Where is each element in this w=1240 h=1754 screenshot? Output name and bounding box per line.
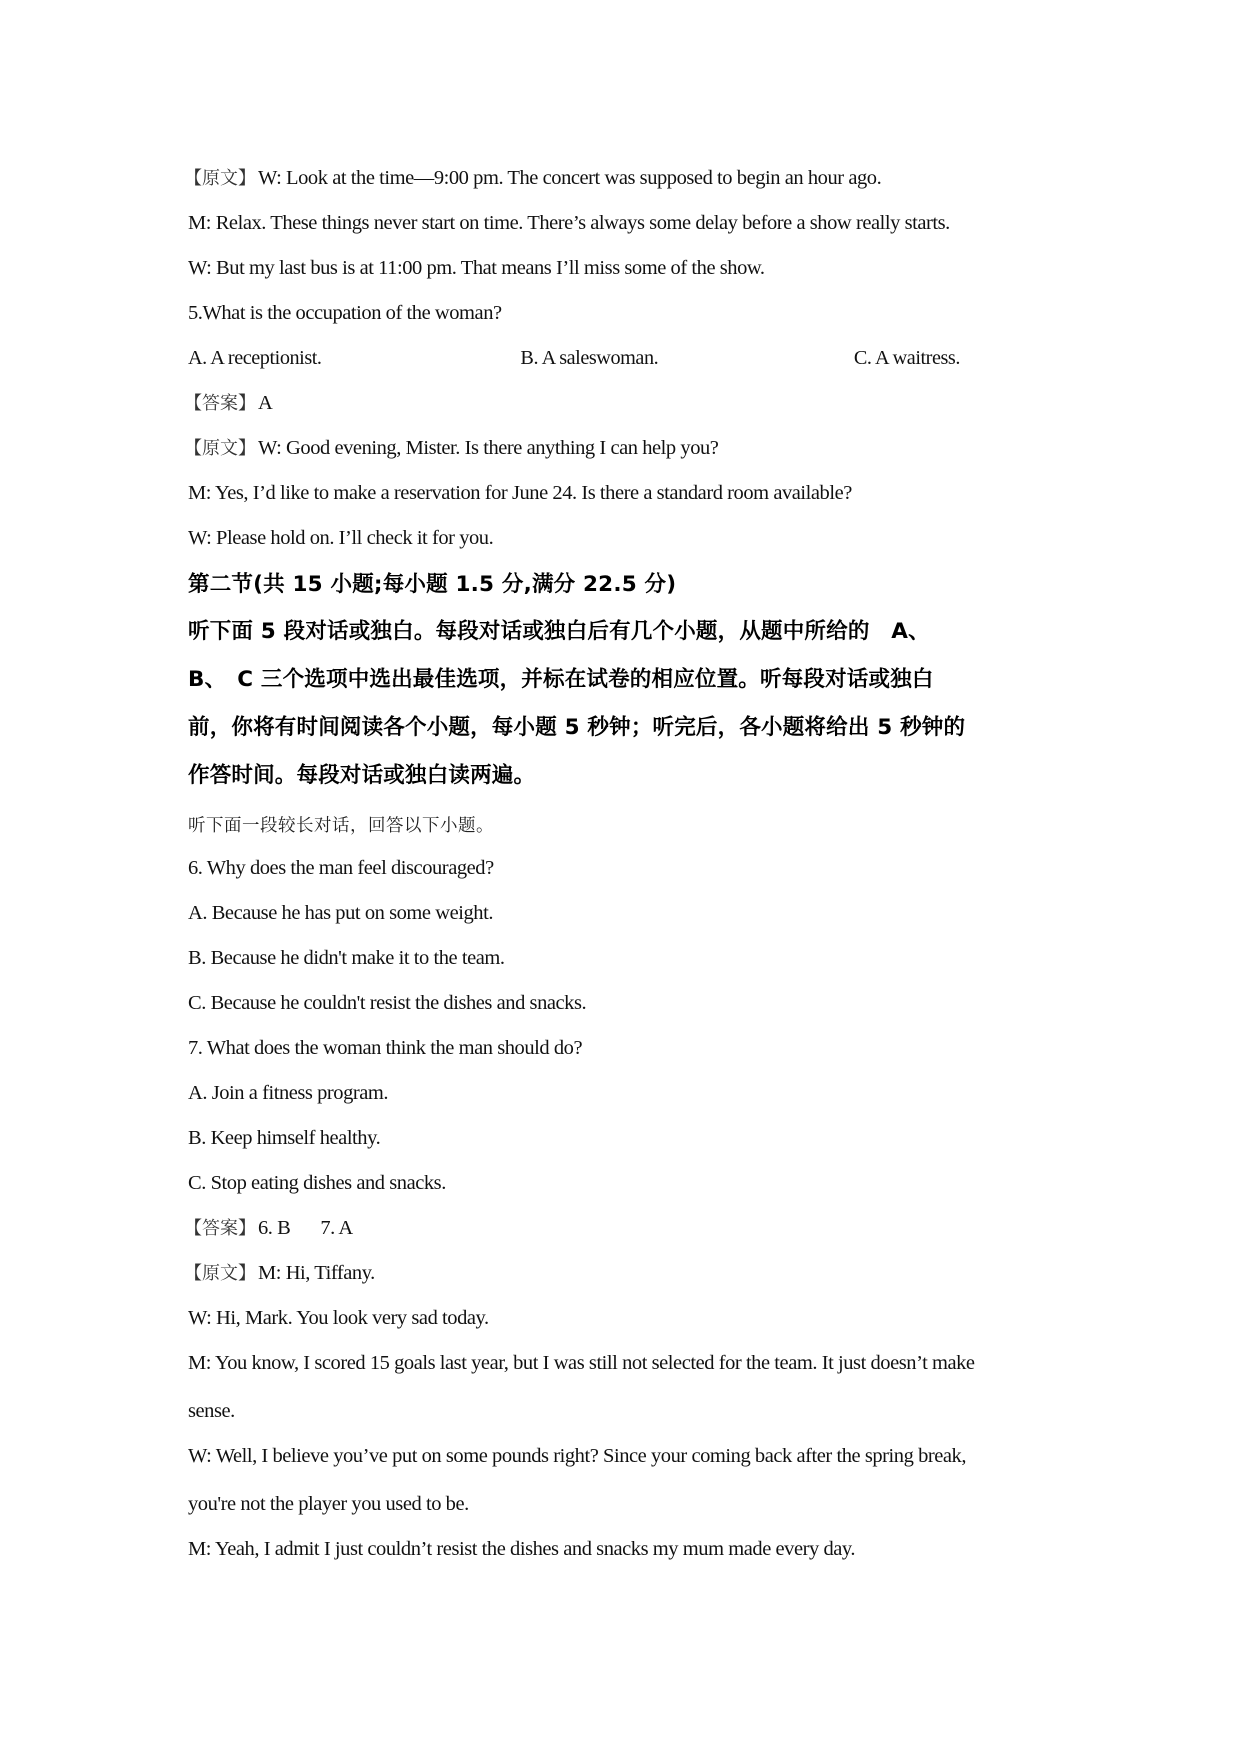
question-6-option-b: B. Because he didn't make it to the team.: [188, 947, 505, 969]
question-6-option-c: C. Because he couldn't resist the dishes and snacks.: [188, 992, 587, 1014]
question-7-option-b: B. Keep himself healthy.: [188, 1127, 381, 1149]
option-b: B. A saleswoman.: [520, 347, 659, 369]
answer-tag: 【答案】: [184, 1218, 256, 1239]
listening-note: 听下面一段较长对话，回答以下小题。: [188, 816, 494, 836]
question-7-option-c: C. Stop eating dishes and snacks.: [188, 1172, 446, 1194]
question-7-stem: 7. What does the woman think the man should do?: [188, 1037, 583, 1059]
transcript-line: W: Well, I believe you’ve put on some pounds right? Since your coming back after the spring break,: [188, 1445, 967, 1467]
transcript-line: sense.: [188, 1400, 235, 1422]
transcript-line: M: Yeah, I admit I just couldn’t resist the dishes and snacks my mum made every day.: [188, 1538, 856, 1560]
section-instructions-line: 作答时间。每段对话或独白读两遍。: [188, 763, 536, 788]
question-5-stem: 5.What is the occupation of the woman?: [188, 302, 502, 324]
section-instructions-line: B、 C 三个选项中选出最佳选项，并标在试卷的相应位置。听每段对话或独白: [188, 667, 934, 692]
transcript-line: M: Relax. These things never start on time. There’s always some delay before a show really starts.: [188, 212, 950, 234]
transcript-tag: 【原文】: [184, 438, 256, 459]
section-instructions-line: 听下面 5 段对话或独白。每段对话或独白后有几个小题，从题中所给的 A、: [188, 619, 930, 644]
answer-value: A: [258, 392, 273, 414]
question-7-option-a: A. Join a fitness program.: [188, 1082, 389, 1104]
transcript-text: W: Look at the time—9:00 pm. The concert was supposed to begin an hour ago.: [258, 167, 882, 189]
answers-6-7: [184, 1215, 353, 1242]
transcript-line: [184, 165, 882, 192]
question-6-option-a: A. Because he has put on some weight.: [188, 902, 494, 924]
answer-7: 7. A: [320, 1217, 353, 1239]
transcript-line: [184, 1260, 375, 1287]
transcript-line: M: You know, I scored 15 goals last year, but I was still not selected for the team. It just doesn’t make: [188, 1352, 975, 1374]
transcript-text: M: Hi, Tiffany.: [258, 1262, 375, 1284]
question-5-answer: [184, 390, 273, 417]
transcript-line: W: Hi, Mark. You look very sad today.: [188, 1307, 489, 1329]
transcript-tag: 【原文】: [184, 1263, 256, 1284]
transcript-line: W: Please hold on. I’ll check it for you.: [188, 527, 494, 549]
option-c: C. A waitress.: [853, 347, 960, 369]
option-a: A. A receptionist.: [188, 347, 322, 369]
question-6-stem: 6. Why does the man feel discouraged?: [188, 857, 494, 879]
transcript-text: W: Good evening, Mister. Is there anything I can help you?: [258, 437, 719, 459]
transcript-tag: 【原文】: [184, 168, 256, 189]
transcript-line: you're not the player you used to be.: [188, 1493, 469, 1515]
answer-6: 6. B: [258, 1217, 291, 1239]
transcript-line: [184, 435, 719, 462]
section-instructions-line: 前，你将有时间阅读各个小题，每小题 5 秒钟；听完后，各小题将给出 5 秒钟的: [188, 715, 966, 740]
transcript-line: M: Yes, I’d like to make a reservation for June 24. Is there a standard room available?: [188, 482, 852, 504]
answer-tag: 【答案】: [184, 393, 256, 414]
transcript-line: W: But my last bus is at 11:00 pm. That means I’ll miss some of the show.: [188, 257, 765, 279]
section-title: 第二节(共 15 小题;每小题 1.5 分,满分 22.5 分): [188, 572, 677, 597]
